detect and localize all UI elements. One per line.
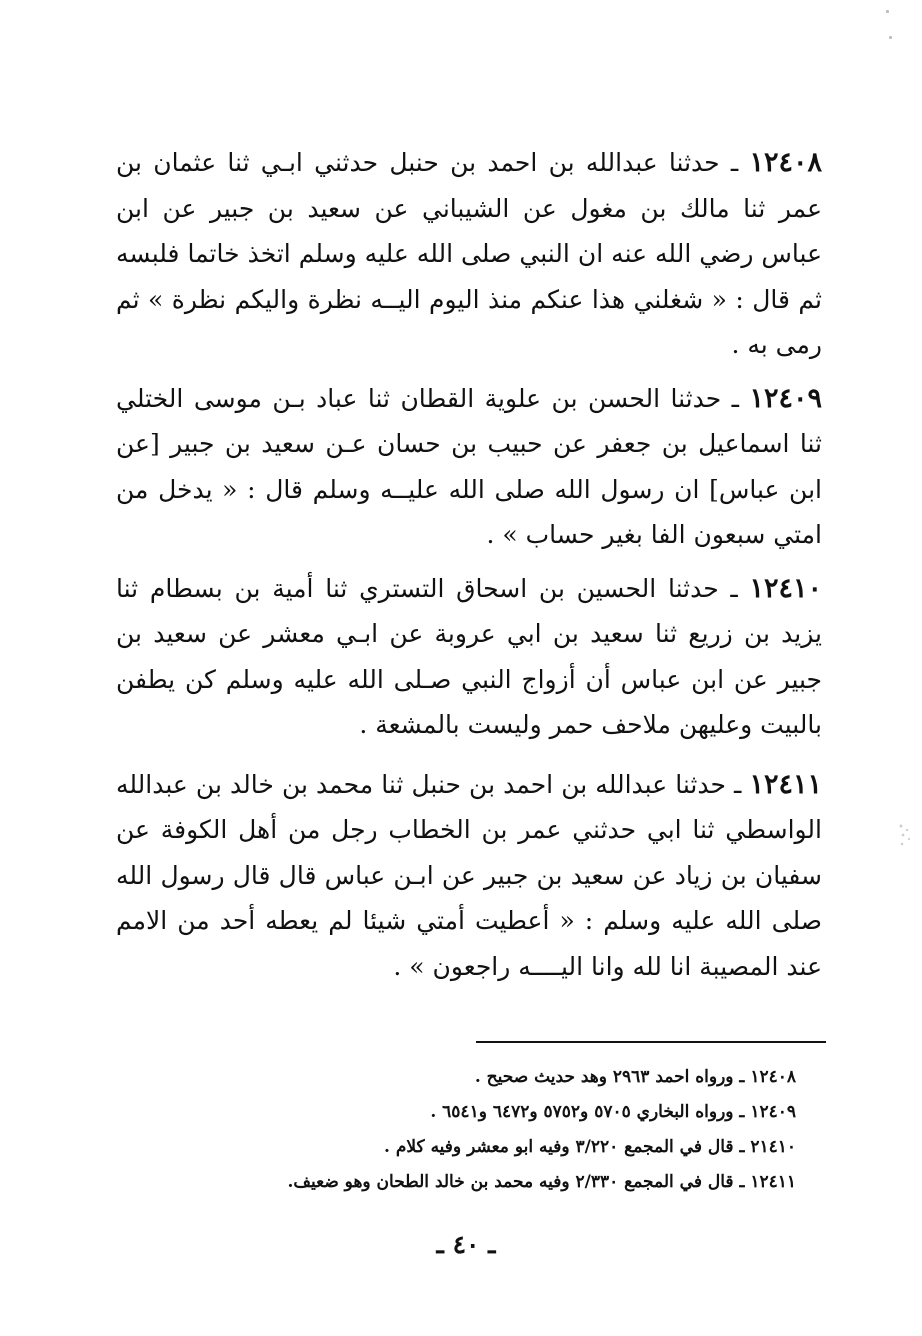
footnote-item: ١٢٤٠٩ ـ ورواه البخاري ٥٧٠٥ و٥٧٥٢ و٦٤٧٢ و٦٥٤١ . <box>430 1102 796 1122</box>
scan-speck <box>886 10 889 13</box>
hadith-text: ـ حدثنا الحسن بن علوية القطان ثنا عباد بـن موسى الختلي ثنا اسماعيل بن جعفر عن حبيب بن حسان عـن سعيد بن جبير [عن ابن عباس] ان رسول الله صلى الله عليــه وسلم قال : « يدخل من امتي سبعون الفا بغير حساب » . <box>116 383 822 549</box>
hadith-number: ١٢٤٠٩ <box>749 382 822 414</box>
page-number: ـ ٤٠ ـ <box>436 1230 496 1259</box>
hadith-12408 <box>116 140 822 368</box>
hadith-number: ١٢٤١١ <box>749 768 822 800</box>
scan-noise-icon <box>898 822 912 848</box>
hadith-number: ١٢٤١٠ <box>749 572 822 604</box>
scan-speck <box>889 36 892 39</box>
hadith-12411 <box>116 762 822 990</box>
hadith-text: ـ حدثنا الحسين بن اسحاق التستري ثنا أمية بن بسطام ثنا يزيد بن زريع ثنا سعيد بن ابي عروبة عن ابـي معشر عن سعيد بن جبير عن ابن عباس أن أزواج النبي صـلى الله عليه وسلم كن يطفن بالبيت وعليهن ملاحف حمر وليست بالمشعة . <box>116 573 822 739</box>
footnote-separator <box>476 1041 826 1043</box>
footnote-item: ٢١٤١٠ ـ قال في المجمع ٣/٢٢٠ وفيه ابو معشر وفيه كلام . <box>384 1137 796 1157</box>
footnote-item: ١٢٤٠٨ ـ ورواه احمد ٢٩٦٣ وهد حديث صحيح . <box>474 1067 796 1087</box>
footnote-item: ١٢٤١١ ـ قال في المجمع ٢/٣٣٠ وفيه محمد بن خالد الطحان وهو ضعيف. <box>287 1172 796 1192</box>
hadith-text: ـ حدثنا عبدالله بن احمد بن حنبل ثنا محمد بن خالد بن عبدالله الواسطي ثنا ابي حدثني عمر بن الخطاب رجل من أهل الكوفة عن سفيان بن زياد عن سعيد بن جبير عن ابـن عباس قال قال رسول الله صلى الله عليه وسلم : « أعطيت أمتي شيئا لم يعطه أحد من الامم عند المصيبة انا لله وانا اليــــه راجعون » . <box>116 769 822 981</box>
hadith-12410 <box>116 566 822 748</box>
footnotes <box>120 1060 796 1200</box>
hadith-text: ـ حدثنا عبدالله بن احمد بن حنبل حدثني ابـي ثنا عثمان بن عمر ثنا مالك بن مغول عن الشيباني عن سعيد بن جبير عن ابن عباس رضي الله عنه ان النبي صلى الله عليه وسلم اتخذ خاتما فلبسه ثم قال : « شغلني هذا عنكم منذ اليوم اليــه نظرة واليكم نظرة » ثم رمى به . <box>116 148 822 359</box>
hadith-number: ١٢٤٠٨ <box>749 147 823 178</box>
hadith-body <box>116 140 822 997</box>
hadith-12409 <box>116 376 822 558</box>
